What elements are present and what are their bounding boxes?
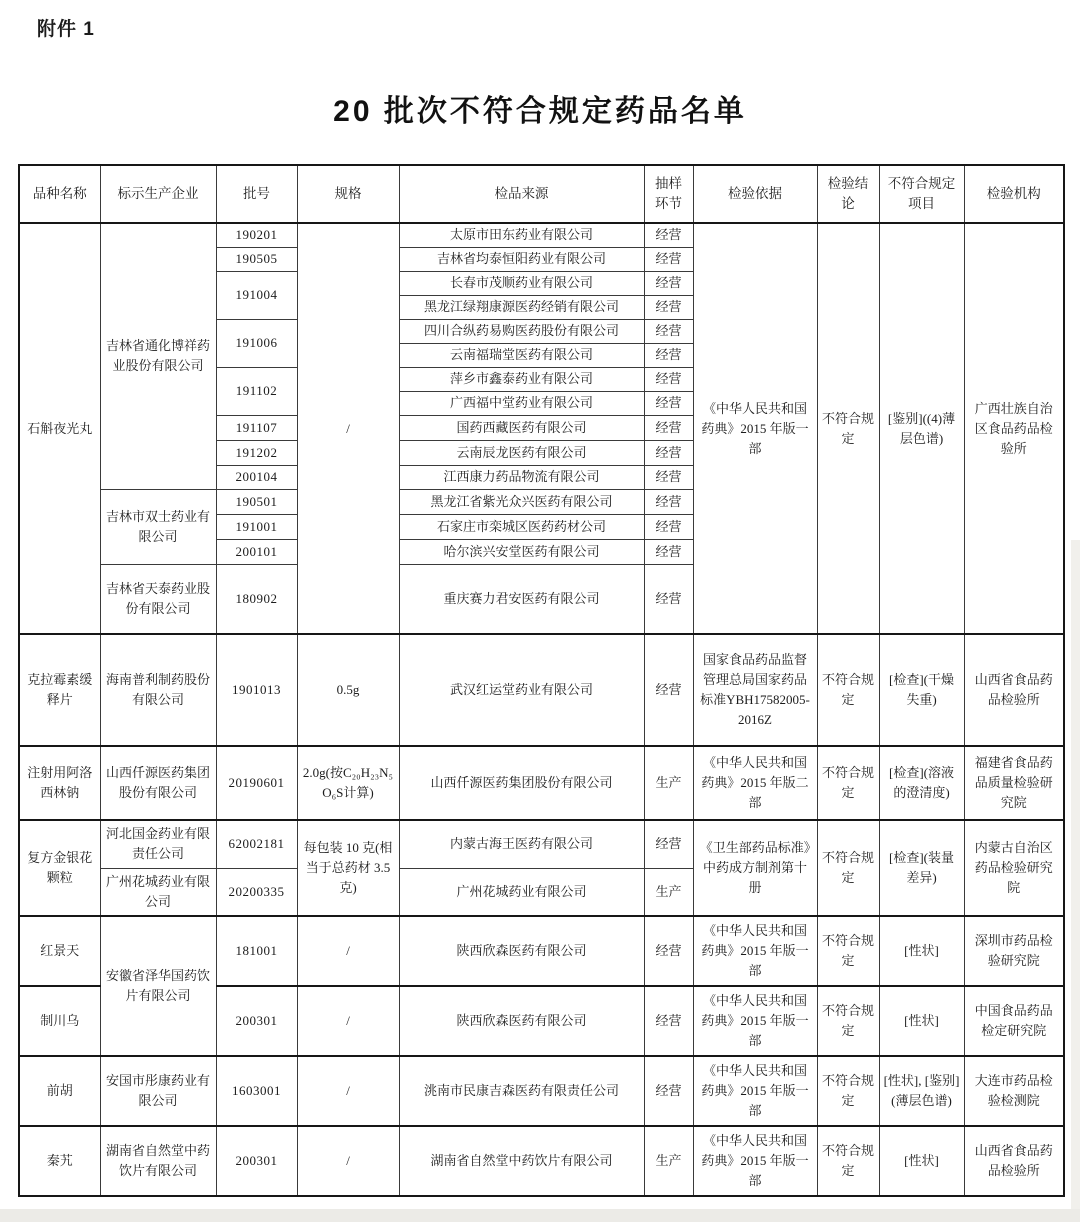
- sampling-stage-cell: 经营: [644, 391, 693, 415]
- agency-cell: 广西壮族自治区食品药品检验所: [964, 223, 1064, 634]
- sample-source-cell: 重庆赛力君安医药有限公司: [399, 564, 644, 634]
- col-header-items: 不符合规定项目: [879, 165, 964, 223]
- sample-source-cell: 云南辰龙医药有限公司: [399, 440, 644, 465]
- sample-source-cell: 广州花城药业有限公司: [399, 868, 644, 916]
- batch-number-cell: 190201: [216, 223, 297, 247]
- agency-cell: 深圳市药品检验研究院: [964, 916, 1064, 986]
- product-name-cell: 红景天: [19, 916, 100, 986]
- batch-number-cell: 20200335: [216, 868, 297, 916]
- noncompliant-items-cell: [鉴别]((4)薄层色谱): [879, 223, 964, 634]
- table-row: [19, 223, 1064, 247]
- table-row: [19, 1126, 1064, 1196]
- batch-number-cell: 200301: [216, 1126, 297, 1196]
- agency-cell: 内蒙古自治区药品检验研究院: [964, 820, 1064, 916]
- sampling-stage-cell: 生产: [644, 746, 693, 820]
- table-row: [19, 820, 1064, 868]
- sampling-stage-cell: 经营: [644, 539, 693, 564]
- spec-cell: 2.0g(按C₂₀H₂₃N₅O₆S计算): [297, 746, 399, 820]
- sampling-stage-cell: 经营: [644, 367, 693, 391]
- manufacturer-cell: 湖南省自然堂中药饮片有限公司: [100, 1126, 216, 1196]
- test-basis-cell: 《中华人民共和国药典》2015 年版一部: [693, 1126, 817, 1196]
- manufacturer-cell: 海南普利制药股份有限公司: [100, 634, 216, 746]
- test-basis-cell: 《中华人民共和国药典》2015 年版一部: [693, 223, 817, 634]
- noncompliant-items-cell: [性状]: [879, 1126, 964, 1196]
- agency-cell: 山西省食品药品检验所: [964, 634, 1064, 746]
- agency-cell: 大连市药品检验检测院: [964, 1056, 1064, 1126]
- conclusion-cell: 不符合规定: [817, 986, 879, 1056]
- table-row: [19, 634, 1064, 746]
- sample-source-cell: 黑龙江省紫光众兴医药有限公司: [399, 489, 644, 514]
- sampling-stage-cell: 经营: [644, 1056, 693, 1126]
- sample-source-cell: 四川合纵药易购医药股份有限公司: [399, 319, 644, 343]
- col-header-agency: 检验机构: [964, 165, 1064, 223]
- batch-number-cell: 200301: [216, 986, 297, 1056]
- manufacturer-cell: 安徽省泽华国药饮片有限公司: [100, 916, 216, 1056]
- table-row: [19, 916, 1064, 986]
- sample-source-cell: 山西仟源医药集团股份有限公司: [399, 746, 644, 820]
- sampling-stage-cell: 经营: [644, 415, 693, 440]
- sample-source-cell: 湖南省自然堂中药饮片有限公司: [399, 1126, 644, 1196]
- sample-source-cell: 武汉红运堂药业有限公司: [399, 634, 644, 746]
- test-basis-cell: 国家食品药品监督管理总局国家药品标准YBH17582005-2016Z: [693, 634, 817, 746]
- sampling-stage-cell: 经营: [644, 271, 693, 295]
- batch-number-cell: 191202: [216, 440, 297, 465]
- sampling-stage-cell: 经营: [644, 465, 693, 489]
- batch-number-cell: 20190601: [216, 746, 297, 820]
- sampling-stage-cell: 经营: [644, 489, 693, 514]
- sample-source-cell: 哈尔滨兴安堂医药有限公司: [399, 539, 644, 564]
- sampling-stage-cell: 经营: [644, 634, 693, 746]
- batch-number-cell: 1901013: [216, 634, 297, 746]
- sample-source-cell: 内蒙古海王医药有限公司: [399, 820, 644, 868]
- col-header-source: 检品来源: [399, 165, 644, 223]
- sample-source-cell: 国药西藏医药有限公司: [399, 415, 644, 440]
- product-name-cell: 注射用阿洛西林钠: [19, 746, 100, 820]
- attachment-label: 附件 1: [37, 19, 95, 40]
- noncompliant-items-cell: [性状]: [879, 916, 964, 986]
- sampling-stage-cell: 经营: [644, 343, 693, 367]
- product-name-cell: 石斛夜光丸: [19, 223, 100, 634]
- sample-source-cell: 江西康力药品物流有限公司: [399, 465, 644, 489]
- col-header-batch: 批号: [216, 165, 297, 223]
- manufacturer-cell: 广州花城药业有限公司: [100, 868, 216, 916]
- agency-cell: 福建省食品药品质量检验研究院: [964, 746, 1064, 820]
- product-name-cell: 秦艽: [19, 1126, 100, 1196]
- noncompliant-items-cell: [检查](干燥失重): [879, 634, 964, 746]
- sample-source-cell: 吉林省均泰恒阳药业有限公司: [399, 247, 644, 271]
- batch-number-cell: 191001: [216, 514, 297, 539]
- conclusion-cell: 不符合规定: [817, 820, 879, 916]
- col-header-product: 品种名称: [19, 165, 100, 223]
- batch-number-cell: 200104: [216, 465, 297, 489]
- conclusion-cell: 不符合规定: [817, 1056, 879, 1126]
- scan-edge-artifact: [1071, 540, 1080, 1222]
- col-header-spec: 规格: [297, 165, 399, 223]
- col-header-basis: 检验依据: [693, 165, 817, 223]
- manufacturer-cell: 吉林市双士药业有限公司: [100, 489, 216, 564]
- spec-cell: /: [297, 1126, 399, 1196]
- agency-cell: 山西省食品药品检验所: [964, 1126, 1064, 1196]
- scan-edge-artifact: [0, 1209, 1080, 1222]
- header-row: [19, 165, 1064, 223]
- spec-cell: 0.5g: [297, 634, 399, 746]
- conclusion-cell: 不符合规定: [817, 223, 879, 634]
- sampling-stage-cell: 经营: [644, 916, 693, 986]
- sample-source-cell: 黑龙江绿翔康源医药经销有限公司: [399, 295, 644, 319]
- spec-cell: /: [297, 1056, 399, 1126]
- sample-source-cell: 萍乡市鑫泰药业有限公司: [399, 367, 644, 391]
- noncompliant-items-cell: [性状], [鉴别](薄层色谱): [879, 1056, 964, 1126]
- sampling-stage-cell: 经营: [644, 514, 693, 539]
- product-name-cell: 克拉霉素缓释片: [19, 634, 100, 746]
- sampling-stage-cell: 经营: [644, 986, 693, 1056]
- product-name-cell: 前胡: [19, 1056, 100, 1126]
- product-name-cell: 制川乌: [19, 986, 100, 1056]
- batch-number-cell: 191006: [216, 319, 297, 367]
- noncompliant-items-cell: [检查](装量差异): [879, 820, 964, 916]
- sample-source-cell: 洮南市民康吉森医药有限责任公司: [399, 1056, 644, 1126]
- sampling-stage-cell: 经营: [644, 247, 693, 271]
- sample-source-cell: 云南福瑞堂医药有限公司: [399, 343, 644, 367]
- batch-number-cell: 190501: [216, 489, 297, 514]
- sampling-stage-cell: 经营: [644, 319, 693, 343]
- conclusion-cell: 不符合规定: [817, 634, 879, 746]
- sampling-stage-cell: 经营: [644, 295, 693, 319]
- batch-number-cell: 200101: [216, 539, 297, 564]
- test-basis-cell: 《中华人民共和国药典》2015 年版一部: [693, 986, 817, 1056]
- agency-cell: 中国食品药品检定研究院: [964, 986, 1064, 1056]
- batch-number-cell: 191102: [216, 367, 297, 415]
- manufacturer-cell: 山西仟源医药集团股份有限公司: [100, 746, 216, 820]
- sample-source-cell: 广西福中堂药业有限公司: [399, 391, 644, 415]
- batch-number-cell: 181001: [216, 916, 297, 986]
- manufacturer-cell: 河北国金药业有限责任公司: [100, 820, 216, 868]
- product-name-cell: 复方金银花颗粒: [19, 820, 100, 916]
- table-row: [19, 1056, 1064, 1126]
- batch-number-cell: 191107: [216, 415, 297, 440]
- sampling-stage-cell: 生产: [644, 868, 693, 916]
- batch-number-cell: 62002181: [216, 820, 297, 868]
- spec-cell: 每包装 10 克(相当于总药材 3.5 克): [297, 820, 399, 916]
- col-header-stage: 抽样环节: [644, 165, 693, 223]
- test-basis-cell: 《中华人民共和国药典》2015 年版一部: [693, 916, 817, 986]
- batch-number-cell: 1603001: [216, 1056, 297, 1126]
- sample-source-cell: 陕西欣森医药有限公司: [399, 916, 644, 986]
- batch-number-cell: 190505: [216, 247, 297, 271]
- test-basis-cell: 《中华人民共和国药典》2015 年版一部: [693, 1056, 817, 1126]
- sampling-stage-cell: 经营: [644, 223, 693, 247]
- noncompliant-items-cell: [性状]: [879, 986, 964, 1056]
- col-header-conclusion: 检验结论: [817, 165, 879, 223]
- sample-source-cell: 太原市田东药业有限公司: [399, 223, 644, 247]
- spec-cell: /: [297, 916, 399, 986]
- conclusion-cell: 不符合规定: [817, 1126, 879, 1196]
- sampling-stage-cell: 经营: [644, 820, 693, 868]
- test-basis-cell: 《中华人民共和国药典》2015 年版二部: [693, 746, 817, 820]
- manufacturer-cell: 安国市彤康药业有限公司: [100, 1056, 216, 1126]
- batch-number-cell: 191004: [216, 271, 297, 319]
- spec-cell: /: [297, 986, 399, 1056]
- noncompliant-items-cell: [检查](溶液的澄清度): [879, 746, 964, 820]
- noncompliant-drugs-table: [18, 164, 1065, 1197]
- col-header-manufacturer: 标示生产企业: [100, 165, 216, 223]
- sample-source-cell: 长春市茂顺药业有限公司: [399, 271, 644, 295]
- manufacturer-cell: 吉林省天泰药业股份有限公司: [100, 564, 216, 634]
- sampling-stage-cell: 生产: [644, 1126, 693, 1196]
- conclusion-cell: 不符合规定: [817, 916, 879, 986]
- sample-source-cell: 陕西欣森医药有限公司: [399, 986, 644, 1056]
- table-row: [19, 746, 1064, 820]
- sample-source-cell: 石家庄市栾城区医药药材公司: [399, 514, 644, 539]
- sampling-stage-cell: 经营: [644, 440, 693, 465]
- spec-cell: /: [297, 223, 399, 634]
- page-title: 20 批次不符合规定药品名单: [333, 95, 747, 128]
- manufacturer-cell: 吉林省通化博祥药业股份有限公司: [100, 223, 216, 489]
- test-basis-cell: 《卫生部药品标准》中药成方制剂第十册: [693, 820, 817, 916]
- sampling-stage-cell: 经营: [644, 564, 693, 634]
- batch-number-cell: 180902: [216, 564, 297, 634]
- conclusion-cell: 不符合规定: [817, 746, 879, 820]
